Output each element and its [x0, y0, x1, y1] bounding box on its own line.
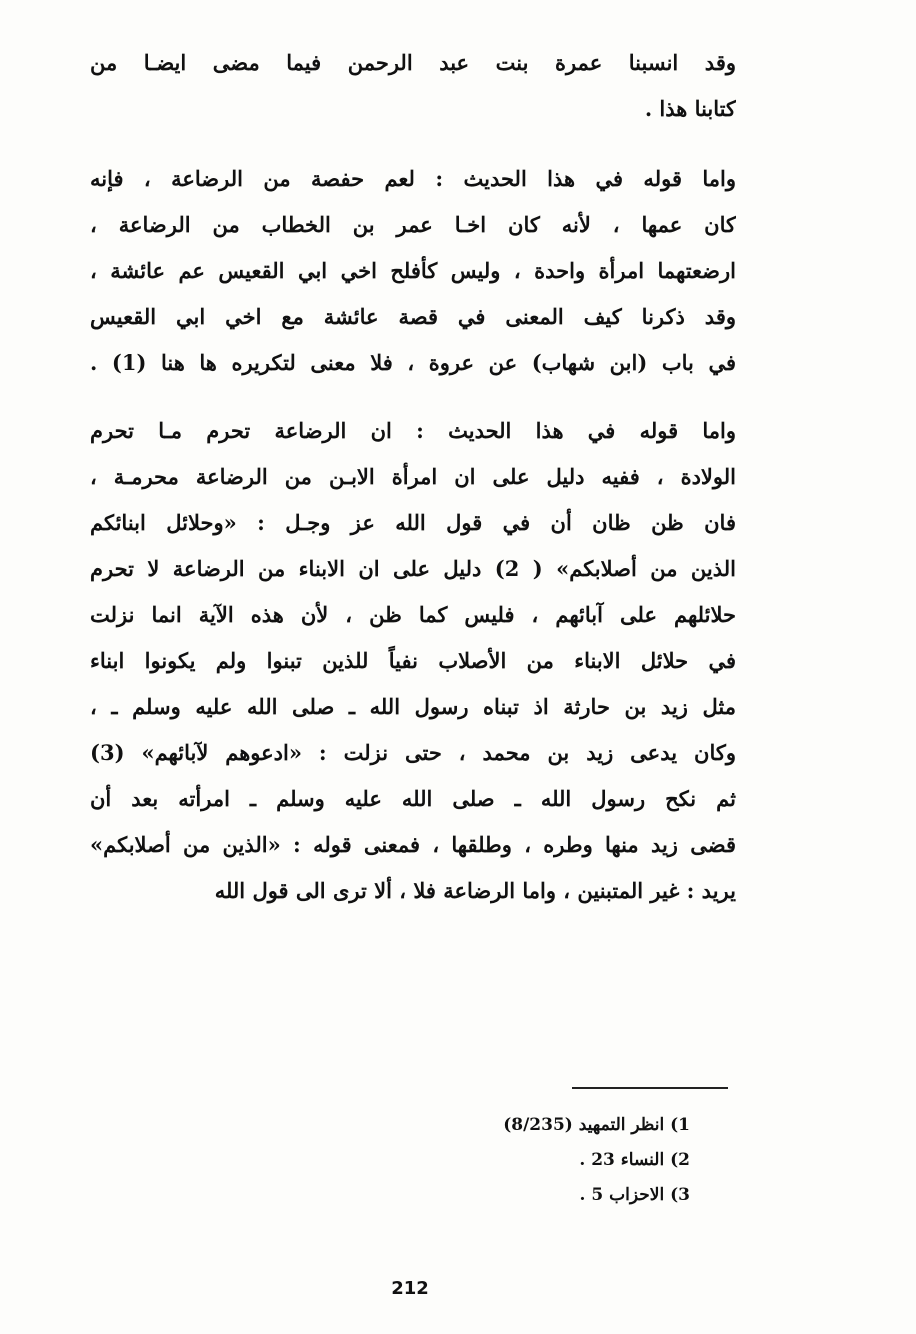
text-line: كان عمها ، لأنه كان اخـا عمر بن الخطاب من الرضاعة ،	[90, 212, 736, 237]
text-line: فان ظن ظان أن في قول الله عز وجـل : «وحلائل ابنائكم	[90, 510, 736, 535]
footnote-3: 3) الاحزاب 5 .	[579, 1185, 690, 1205]
text-line: قضى زيد منها وطره ، وطلقها ، فمعنى قوله : «الذين من أصلابكم»	[90, 832, 736, 857]
text-line: وقد ذكرنا كيف المعنى في قصة عائشة مع اخي ابي القعيس	[90, 304, 736, 329]
footnote-1: 1) انظر التمهيد (8/235)	[503, 1115, 690, 1135]
footnotes	[420, 1108, 690, 1213]
footnote-divider	[572, 1087, 728, 1089]
text-line: واما قوله في هذا الحديث : ان الرضاعة تحرم مـا تحرم	[90, 418, 736, 443]
text-line: في باب (ابن شهاب) عن عروة ، فلا معنى لتكريره ها هنا (1) .	[90, 350, 736, 375]
text-line: واما قوله في هذا الحديث : لعم حفصة من الرضاعة ، فإنه	[90, 166, 736, 191]
footnote-2: 2) النساء 23 .	[579, 1150, 690, 1170]
text-line: الولادة ، ففيه دليل على ان امرأة الابـن من الرضاعة محرمـة ،	[90, 464, 736, 489]
text-line: وقد انسبنا عمرة بنت عبد الرحمن فيما مضى ايضـا من	[90, 50, 736, 75]
text-line: مثل زيد بن حارثة اذ تبناه رسول الله ـ صلى الله عليه وسلم ـ ،	[90, 694, 736, 719]
text-line: ارضعتهما امرأة واحدة ، وليس كأفلح اخي ابي القعيس عم عائشة ،	[90, 258, 736, 283]
page-number: 212	[391, 1278, 429, 1299]
text-line: يريد : غير المتبنين ، واما الرضاعة فلا ، ألا ترى الى قول الله	[214, 878, 736, 903]
paragraph-1	[90, 40, 736, 132]
text-line: ثم نكح رسول الله ـ صلى الله عليه وسلم ـ امرأته بعد أن	[90, 786, 736, 811]
text-line: وكان يدعى زيد بن محمد ، حتى نزلت : «ادعوهم لآبائهم» (3)	[90, 740, 736, 765]
text-line: حلائلهم على آبائهم ، فليس كما ظن ، لأن هذه الآية انما نزلت	[90, 602, 736, 627]
text-line: في حلائل الابناء من الأصلاب نفياً للذين تبنوا ولم يكونوا ابناء	[90, 648, 736, 673]
paragraph-3	[90, 408, 736, 914]
text-line: الذين من أصلابكم» ( 2) دليل على ان الابناء من الرضاعة لا تحرم	[90, 556, 736, 581]
text-line: كتابنا هذا .	[644, 96, 736, 121]
paragraph-2	[90, 156, 736, 386]
